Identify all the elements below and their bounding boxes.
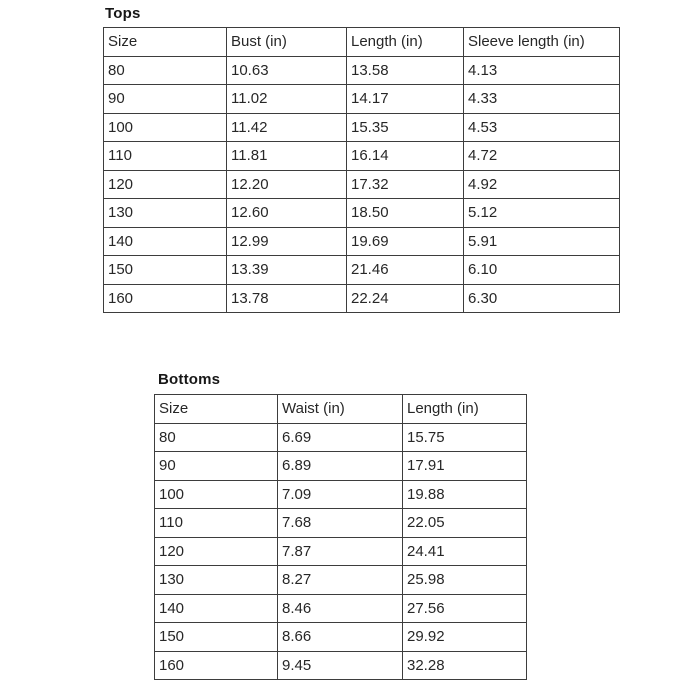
- tops-cell: 11.02: [227, 85, 347, 114]
- tops-cell: 4.92: [464, 170, 620, 199]
- tops-cell: 12.60: [227, 199, 347, 228]
- tops-size-table: [103, 27, 620, 313]
- bottoms-size-table: [154, 394, 527, 680]
- tops-cell: 160: [104, 284, 227, 313]
- tops-table-row: [104, 199, 620, 228]
- bottoms-cell: 110: [155, 509, 278, 538]
- tops-cell: 4.33: [464, 85, 620, 114]
- tops-cell: 21.46: [347, 256, 464, 285]
- tops-cell: 150: [104, 256, 227, 285]
- tops-column-header: Size: [104, 28, 227, 57]
- tops-cell: 13.78: [227, 284, 347, 313]
- bottoms-table-row: [155, 623, 527, 652]
- bottoms-column-header: Waist (in): [278, 395, 403, 424]
- tops-cell: 13.39: [227, 256, 347, 285]
- bottoms-cell: 17.91: [403, 452, 527, 481]
- tops-table-row: [104, 227, 620, 256]
- bottoms-table-row: [155, 566, 527, 595]
- bottoms-cell: 90: [155, 452, 278, 481]
- bottoms-cell: 19.88: [403, 480, 527, 509]
- tops-cell: 11.81: [227, 142, 347, 171]
- bottoms-cell: 100: [155, 480, 278, 509]
- tops-cell: 80: [104, 56, 227, 85]
- bottoms-cell: 9.45: [278, 651, 403, 680]
- tops-cell: 4.13: [464, 56, 620, 85]
- tops-table-row: [104, 56, 620, 85]
- tops-table-row: [104, 170, 620, 199]
- tops-header-row: [104, 28, 620, 57]
- tops-cell: 5.91: [464, 227, 620, 256]
- bottoms-cell: 80: [155, 423, 278, 452]
- tops-table-row: [104, 284, 620, 313]
- bottoms-cell: 8.27: [278, 566, 403, 595]
- tops-table-row: [104, 113, 620, 142]
- bottoms-table-row: [155, 423, 527, 452]
- tops-cell: 17.32: [347, 170, 464, 199]
- bottoms-table-row: [155, 480, 527, 509]
- bottoms-table-row: [155, 452, 527, 481]
- tops-cell: 6.10: [464, 256, 620, 285]
- bottoms-cell: 7.87: [278, 537, 403, 566]
- tops-cell: 120: [104, 170, 227, 199]
- bottoms-column-header: Length (in): [403, 395, 527, 424]
- tops-cell: 16.14: [347, 142, 464, 171]
- tops-cell: 18.50: [347, 199, 464, 228]
- bottoms-cell: 27.56: [403, 594, 527, 623]
- bottoms-table-row: [155, 509, 527, 538]
- bottoms-cell: 6.69: [278, 423, 403, 452]
- tops-cell: 12.99: [227, 227, 347, 256]
- tops-cell: 11.42: [227, 113, 347, 142]
- bottoms-cell: 29.92: [403, 623, 527, 652]
- tops-cell: 6.30: [464, 284, 620, 313]
- tops-table-title: Tops: [105, 5, 141, 22]
- tops-column-header: Bust (in): [227, 28, 347, 57]
- bottoms-table-row: [155, 651, 527, 680]
- tops-cell: 140: [104, 227, 227, 256]
- tops-cell: 90: [104, 85, 227, 114]
- bottoms-header-row: [155, 395, 527, 424]
- bottoms-cell: 24.41: [403, 537, 527, 566]
- bottoms-column-header: Size: [155, 395, 278, 424]
- bottoms-table-row: [155, 594, 527, 623]
- tops-cell: 12.20: [227, 170, 347, 199]
- bottoms-cell: 120: [155, 537, 278, 566]
- bottoms-cell: 8.66: [278, 623, 403, 652]
- bottoms-cell: 130: [155, 566, 278, 595]
- bottoms-table-title: Bottoms: [158, 371, 221, 388]
- tops-table-row: [104, 142, 620, 171]
- tops-cell: 22.24: [347, 284, 464, 313]
- tops-cell: 100: [104, 113, 227, 142]
- bottoms-cell: 8.46: [278, 594, 403, 623]
- bottoms-cell: 15.75: [403, 423, 527, 452]
- tops-cell: 4.72: [464, 142, 620, 171]
- tops-cell: 13.58: [347, 56, 464, 85]
- bottoms-cell: 150: [155, 623, 278, 652]
- tops-cell: 5.12: [464, 199, 620, 228]
- tops-cell: 19.69: [347, 227, 464, 256]
- bottoms-cell: 25.98: [403, 566, 527, 595]
- bottoms-cell: 140: [155, 594, 278, 623]
- bottoms-cell: 7.09: [278, 480, 403, 509]
- bottoms-cell: 6.89: [278, 452, 403, 481]
- tops-column-header: Length (in): [347, 28, 464, 57]
- tops-table-row: [104, 256, 620, 285]
- bottoms-table-row: [155, 537, 527, 566]
- tops-cell: 4.53: [464, 113, 620, 142]
- bottoms-cell: 32.28: [403, 651, 527, 680]
- tops-table-row: [104, 85, 620, 114]
- bottoms-cell: 160: [155, 651, 278, 680]
- tops-cell: 130: [104, 199, 227, 228]
- bottoms-cell: 22.05: [403, 509, 527, 538]
- tops-column-header: Sleeve length (in): [464, 28, 620, 57]
- tops-cell: 14.17: [347, 85, 464, 114]
- tops-cell: 15.35: [347, 113, 464, 142]
- bottoms-cell: 7.68: [278, 509, 403, 538]
- tops-cell: 10.63: [227, 56, 347, 85]
- tops-cell: 110: [104, 142, 227, 171]
